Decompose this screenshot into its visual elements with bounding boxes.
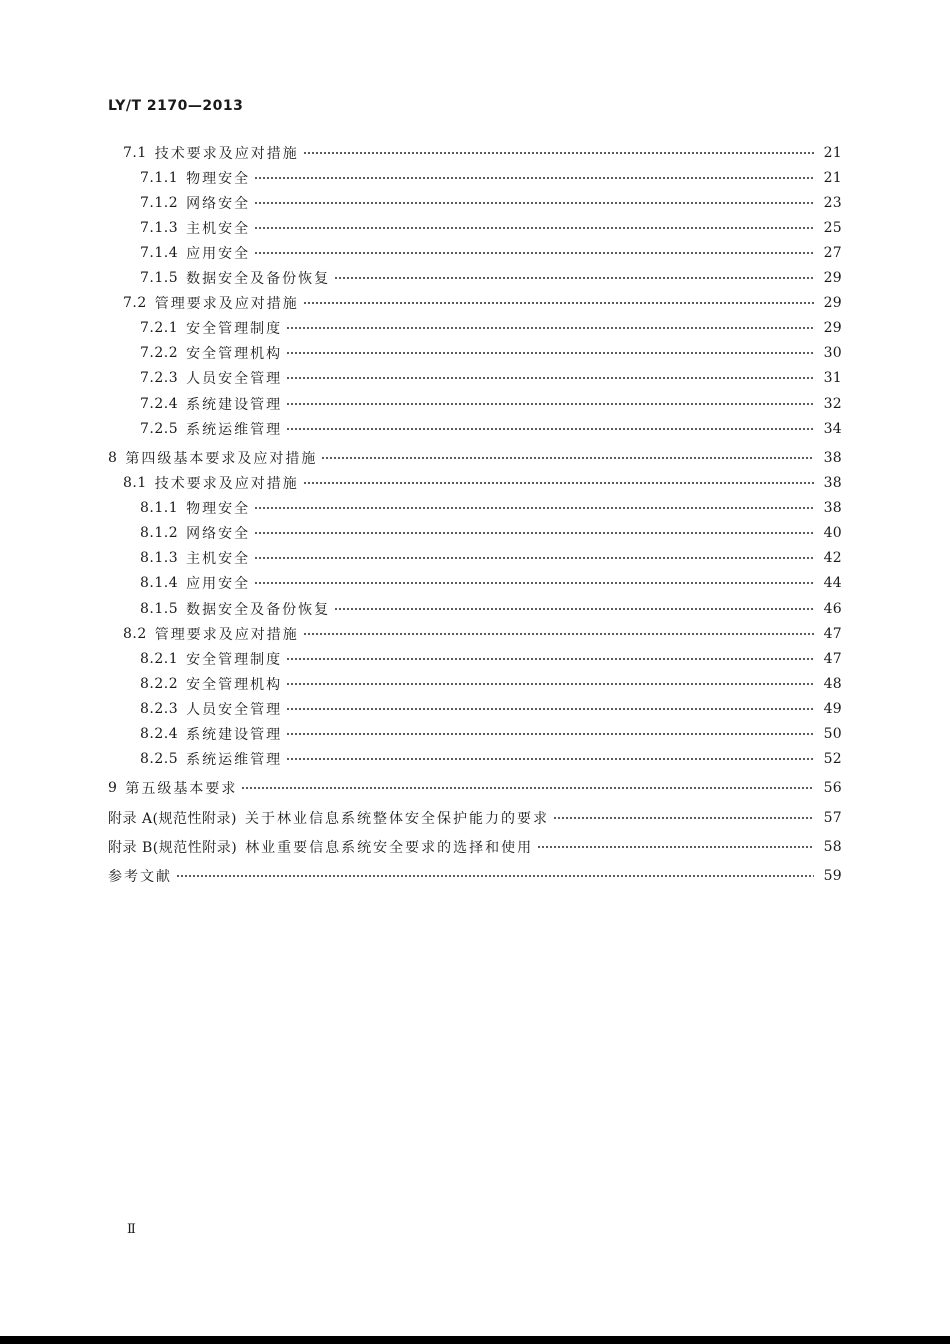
- toc-entry[interactable]: [123, 473, 842, 493]
- toc-entry-title: 技术要求及应对措施: [154, 476, 299, 492]
- toc-entry[interactable]: [140, 674, 842, 694]
- toc-entry-number: 7.1.2: [140, 195, 179, 211]
- toc-leader-dots: [286, 708, 814, 710]
- toc-entry-number: 8.2: [123, 626, 147, 642]
- toc-entry-page: 29: [823, 270, 842, 286]
- toc-entry[interactable]: [100, 866, 842, 886]
- toc-leader-dots: [254, 177, 814, 179]
- toc-leader-dots: [176, 875, 814, 877]
- toc-leader-dots: [286, 428, 814, 430]
- toc-leader-dots: [334, 608, 814, 610]
- toc-entry-page: 29: [823, 295, 842, 311]
- toc-entry-page: 48: [823, 676, 842, 692]
- toc-entry-title: 人员安全管理: [186, 371, 283, 387]
- toc-entry-page: 49: [823, 701, 842, 717]
- toc-entry-number: 8.2.5: [140, 751, 179, 767]
- toc-entry[interactable]: [140, 724, 842, 744]
- document-code: LY/T 2170—2013: [108, 98, 244, 114]
- toc-leader-dots: [286, 733, 814, 735]
- toc-leader-dots: [254, 227, 814, 229]
- toc-entry-title: 关于林业信息系统整体安全保护能力的要求: [244, 811, 549, 827]
- toc-leader-dots: [286, 658, 814, 660]
- toc-entry-page: 38: [823, 450, 842, 466]
- toc-entry-page: 59: [823, 868, 842, 884]
- toc-entry-title: 第四级基本要求及应对措施: [125, 451, 318, 467]
- toc-entry[interactable]: [140, 343, 842, 363]
- toc-entry-page: 47: [823, 651, 842, 667]
- toc-entry-title: 系统运维管理: [186, 422, 283, 438]
- toc-entry-number: 7.2: [123, 295, 147, 311]
- toc-entry-number: 7.2.1: [140, 320, 179, 336]
- toc-entry-title: 技术要求及应对措施: [154, 146, 299, 162]
- toc-entry[interactable]: [140, 498, 842, 518]
- toc-entry[interactable]: [140, 419, 842, 439]
- toc-entry[interactable]: [140, 318, 842, 338]
- toc-entry-page: 46: [823, 601, 842, 617]
- toc-entry-page: 34: [823, 421, 842, 437]
- toc-leader-dots: [321, 457, 814, 459]
- toc-entry-title: 网络安全: [186, 196, 251, 212]
- toc-entry-number: 8.1.1: [140, 500, 179, 516]
- toc-leader-dots: [286, 377, 814, 379]
- toc-entry-page: 31: [823, 370, 842, 386]
- toc-leader-dots: [537, 846, 814, 848]
- toc-entry-page: 27: [823, 245, 842, 261]
- toc-leader-dots: [303, 633, 814, 635]
- toc-entry-page: 38: [823, 475, 842, 491]
- toc-leader-dots: [334, 277, 814, 279]
- toc-leader-dots: [286, 327, 814, 329]
- toc-entry-title: 管理要求及应对措施: [154, 296, 299, 312]
- page-number: Ⅱ: [127, 1222, 136, 1237]
- toc-entry-number: 8.1.3: [140, 550, 179, 566]
- toc-entry-page: 38: [823, 500, 842, 516]
- toc-entry-number: 7.2.2: [140, 345, 179, 361]
- toc-entry-number: 7.1.5: [140, 270, 179, 286]
- toc-leader-dots: [286, 683, 814, 685]
- toc-entry-title: 安全管理制度: [186, 321, 283, 337]
- toc-entry[interactable]: [108, 778, 842, 798]
- toc-leader-dots: [254, 532, 814, 534]
- toc-entry[interactable]: [123, 293, 842, 313]
- bottom-border: [0, 1336, 950, 1344]
- toc-entry-number: 7.2.3: [140, 370, 179, 386]
- toc-entry[interactable]: [140, 218, 842, 238]
- toc-entry[interactable]: [140, 368, 842, 388]
- toc-entry-title: 系统运维管理: [186, 752, 283, 768]
- toc-entry-title: 应用安全: [186, 576, 251, 592]
- toc-leader-dots: [303, 302, 814, 304]
- toc-entry-number: 8.1.2: [140, 525, 179, 541]
- toc-leader-dots: [254, 582, 814, 584]
- toc-entry-title: 安全管理机构: [186, 677, 283, 693]
- toc-entry-number: 8.1.4: [140, 575, 179, 591]
- toc-entry-page: 56: [823, 780, 842, 796]
- toc-entry-title: 物理安全: [186, 171, 251, 187]
- toc-entry[interactable]: [140, 699, 842, 719]
- toc-entry-title: 林业重要信息系统安全要求的选择和使用: [245, 840, 534, 856]
- toc-entry-number: 附录 A(规范性附录): [108, 811, 237, 827]
- toc-entry[interactable]: [140, 268, 842, 288]
- toc-entry-number: 附录 B(规范性附录): [108, 840, 238, 856]
- toc-entry-number: 9: [108, 780, 118, 796]
- toc-entry-page: 23: [823, 195, 842, 211]
- toc-leader-dots: [254, 202, 814, 204]
- toc-entry[interactable]: [140, 573, 842, 593]
- toc-entry-number: 7.2.4: [140, 396, 179, 412]
- toc-entry-title: 人员安全管理: [186, 702, 283, 718]
- toc-entry-page: 44: [823, 575, 842, 591]
- toc-leader-dots: [254, 507, 814, 509]
- toc-entry-number: 7.1.4: [140, 245, 179, 261]
- toc-leader-dots: [254, 252, 814, 254]
- toc-entry-page: 40: [823, 525, 842, 541]
- toc-entry[interactable]: [140, 193, 842, 213]
- toc-entry[interactable]: [140, 548, 842, 568]
- toc-entry-number: 8.2.1: [140, 651, 179, 667]
- toc-entry-title: 主机安全: [186, 551, 251, 567]
- toc-entry[interactable]: [123, 624, 842, 644]
- toc-entry-number: 7.1: [123, 145, 147, 161]
- toc-entry[interactable]: [108, 808, 842, 828]
- toc-leader-dots: [286, 403, 814, 405]
- toc-entry-page: 21: [823, 145, 842, 161]
- toc-leader-dots: [286, 758, 814, 760]
- toc-entry-page: 42: [823, 550, 842, 566]
- toc-entry-title: 系统建设管理: [186, 727, 283, 743]
- toc-entry-page: 50: [823, 726, 842, 742]
- toc-entry-title: 数据安全及备份恢复: [186, 271, 331, 287]
- toc-entry-number: 8: [108, 450, 118, 466]
- toc-leader-dots: [254, 557, 814, 559]
- toc-entry[interactable]: [108, 837, 842, 857]
- toc-entry-number: 8.1: [123, 475, 147, 491]
- toc-entry-title: 系统建设管理: [186, 397, 283, 413]
- toc-entry-page: 30: [823, 345, 842, 361]
- toc-entry-number: 8.2.3: [140, 701, 179, 717]
- toc-entry[interactable]: [140, 394, 842, 414]
- toc-entry-title: 应用安全: [186, 246, 251, 262]
- toc-entry-title: 安全管理制度: [186, 652, 283, 668]
- toc-entry-page: 58: [823, 839, 842, 855]
- toc-entry-page: 52: [823, 751, 842, 767]
- toc-entry[interactable]: [140, 599, 842, 619]
- toc-entry[interactable]: [140, 649, 842, 669]
- toc-entry-page: 29: [823, 320, 842, 336]
- toc-entry-page: 32: [823, 396, 842, 412]
- toc-entry-page: 57: [823, 810, 842, 826]
- toc-leader-dots: [241, 787, 814, 789]
- toc-entry[interactable]: [140, 523, 842, 543]
- toc-entry-title: 安全管理机构: [186, 346, 283, 362]
- toc-leader-dots: [286, 352, 814, 354]
- toc-entry-title: 物理安全: [186, 501, 251, 517]
- toc-entry-page: 25: [823, 220, 842, 236]
- toc-entry-number: 8.1.5: [140, 601, 179, 617]
- toc-entry-number: 8.2.2: [140, 676, 179, 692]
- toc-entry-title: 管理要求及应对措施: [154, 627, 299, 643]
- toc-entry[interactable]: [140, 168, 842, 188]
- toc-entry-title: 参考文献: [108, 869, 172, 885]
- toc-leader-dots: [303, 482, 814, 484]
- toc-entry-number: 7.1.1: [140, 170, 179, 186]
- toc-entry-title: 数据安全及备份恢复: [186, 602, 331, 618]
- toc-entry-number: 8.2.4: [140, 726, 179, 742]
- toc-entry-title: 第五级基本要求: [125, 781, 238, 797]
- toc-leader-dots: [553, 817, 814, 819]
- toc-entry[interactable]: [140, 243, 842, 263]
- toc-entry[interactable]: [140, 749, 842, 769]
- toc-entry-title: 网络安全: [186, 526, 251, 542]
- toc-entry-number: 7.2.5: [140, 421, 179, 437]
- toc-entry-title: 主机安全: [186, 221, 251, 237]
- toc-entry-page: 47: [823, 626, 842, 642]
- toc-entry-number: 7.1.3: [140, 220, 179, 236]
- toc-entry-page: 21: [823, 170, 842, 186]
- toc-leader-dots: [303, 152, 814, 154]
- toc-entry[interactable]: [123, 143, 842, 163]
- toc-entry[interactable]: [108, 448, 842, 468]
